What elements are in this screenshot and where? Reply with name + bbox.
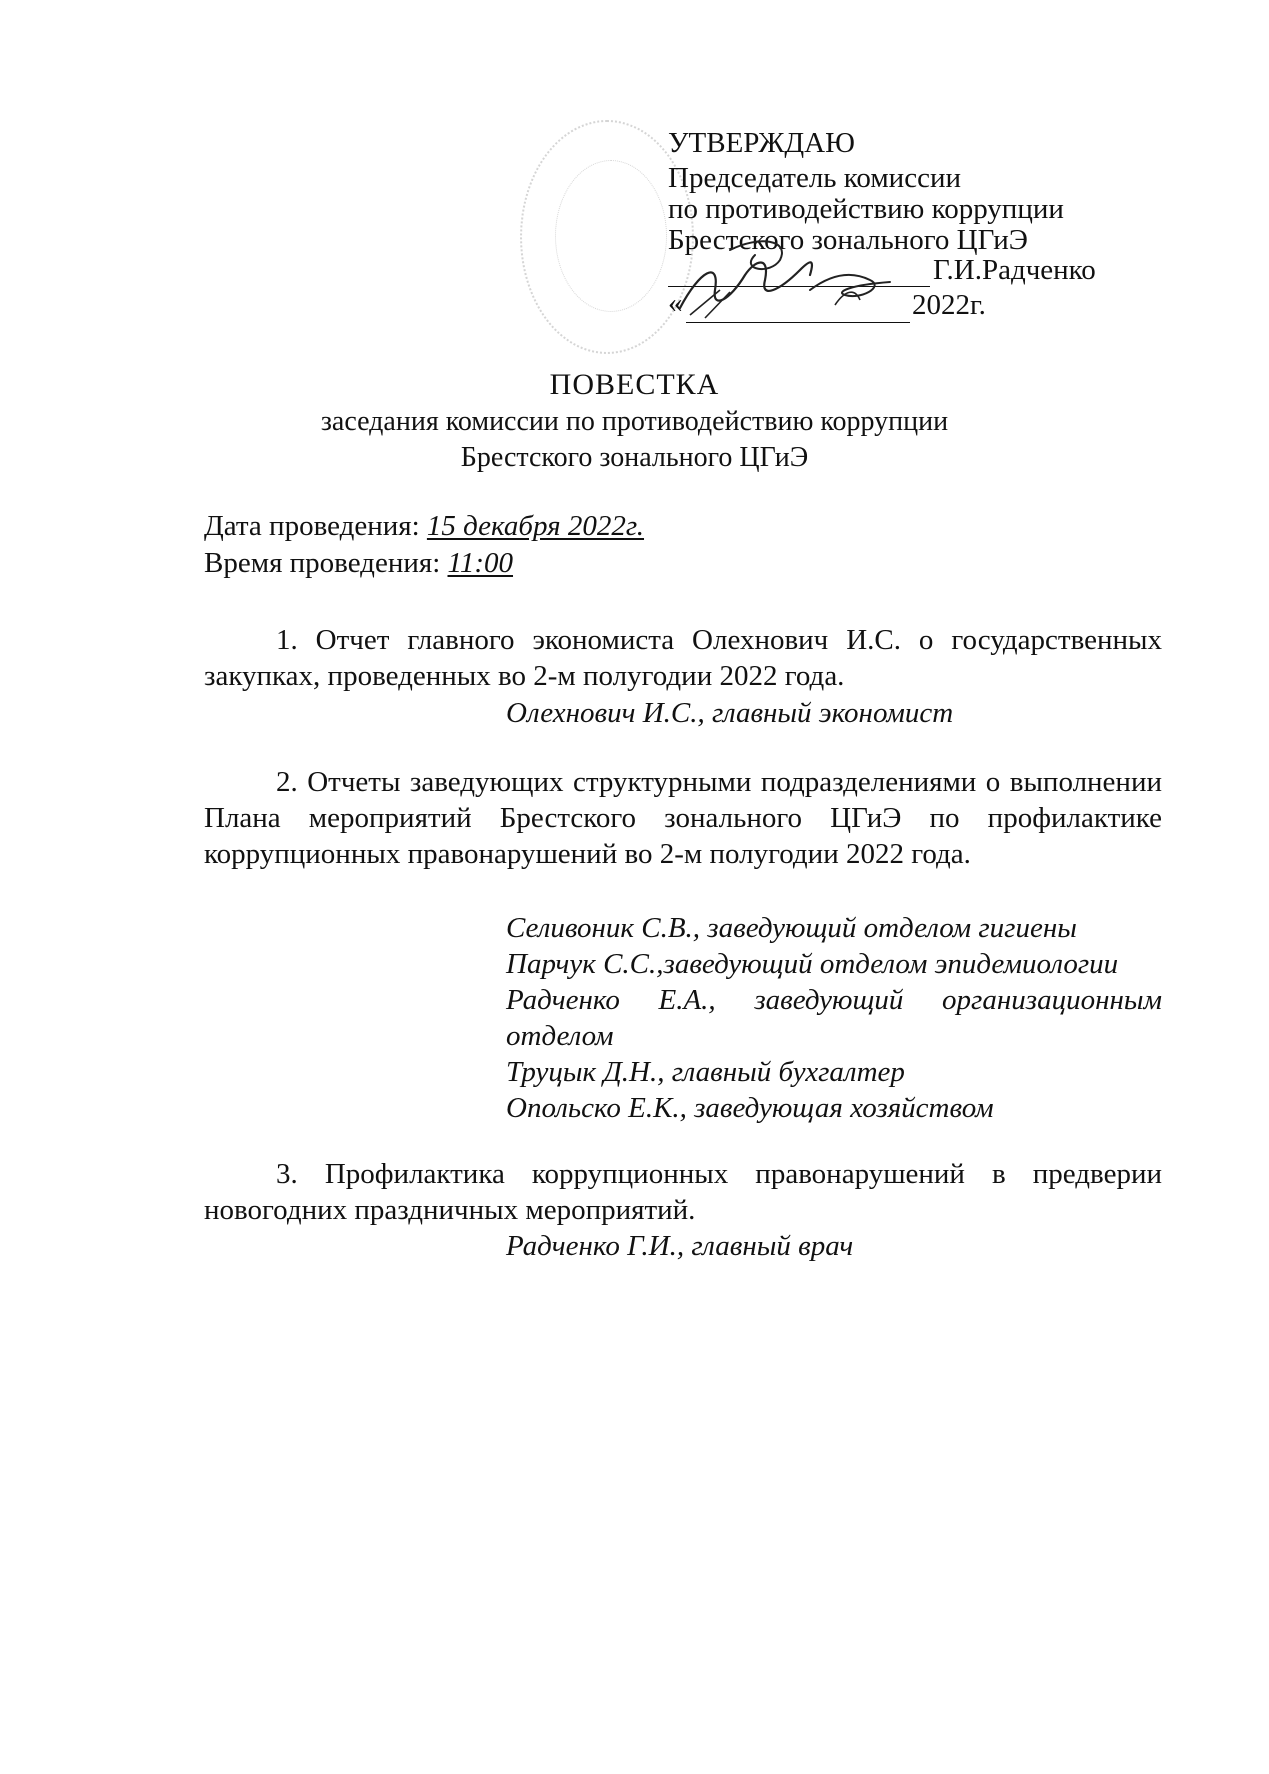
approval-line-2: по противодействию коррупции bbox=[668, 193, 1064, 225]
approval-line-3: Брестского зонального ЦГиЭ bbox=[668, 224, 1028, 256]
meeting-time-label: Время проведения: bbox=[204, 547, 441, 579]
document-subtitle-1: заседания комиссии по противодействию коррупции bbox=[320, 406, 949, 437]
approval-line-1: Председатель комиссии bbox=[668, 162, 961, 194]
agenda-item-2: 2. Отчеты заведующих структурными подразделениями о выполнении Плана мероприятий Брестского зонального ЦГиЭ по профилактике коррупционных правонарушений во 2-м полугодии 2022 года. bbox=[204, 766, 1162, 870]
meeting-date-value: 15 декабря 2022г. bbox=[426, 510, 645, 542]
approval-date-open-quote: « bbox=[668, 287, 683, 319]
responsible-person: Радченко Е.А., заведующий организационным отделом bbox=[506, 984, 1162, 1052]
stamp-inner-ring bbox=[555, 160, 667, 312]
signer-name: Г.И.Радченко bbox=[933, 254, 1096, 286]
meeting-date-row bbox=[204, 510, 644, 543]
responsible-person: Парчук С.С.,заведующий отделом эпидемиологии bbox=[506, 948, 1119, 980]
handwritten-signature bbox=[660, 230, 920, 330]
document-title: ПОВЕСТКА bbox=[549, 368, 720, 401]
approval-title: УТВЕРЖДАЮ bbox=[668, 127, 855, 159]
agenda-item-1: 1. Отчет главного экономиста Олехнович И.С. о государственных закупках, проведенных во 2-м полугодии 2022 года. bbox=[204, 624, 1162, 692]
approval-date-year: 2022г. bbox=[912, 289, 986, 321]
agenda-item-1-responsible: Олехнович И.С., главный экономист bbox=[506, 697, 954, 729]
agenda-item-3: 3. Профилактика коррупционных правонарушений в предверии новогодних праздничных мероприятий. bbox=[204, 1158, 1162, 1226]
meeting-date-label: Дата проведения: bbox=[204, 510, 420, 542]
agenda-item-3-responsible: Радченко Г.И., главный врач bbox=[506, 1230, 854, 1262]
responsible-person: Труцык Д.Н., главный бухгалтер bbox=[506, 1056, 905, 1088]
document-subtitle-2: Брестского зонального ЦГиЭ bbox=[460, 442, 809, 473]
responsible-person: Опольско Е.К., заведующая хозяйством bbox=[506, 1092, 994, 1124]
meeting-time-row bbox=[204, 547, 513, 580]
responsible-person: Селивоник С.В., заведующий отделом гигиены bbox=[506, 912, 1077, 944]
meeting-time-value: 11:00 bbox=[447, 547, 514, 579]
agenda-item-2-responsible-list bbox=[506, 910, 1162, 1126]
